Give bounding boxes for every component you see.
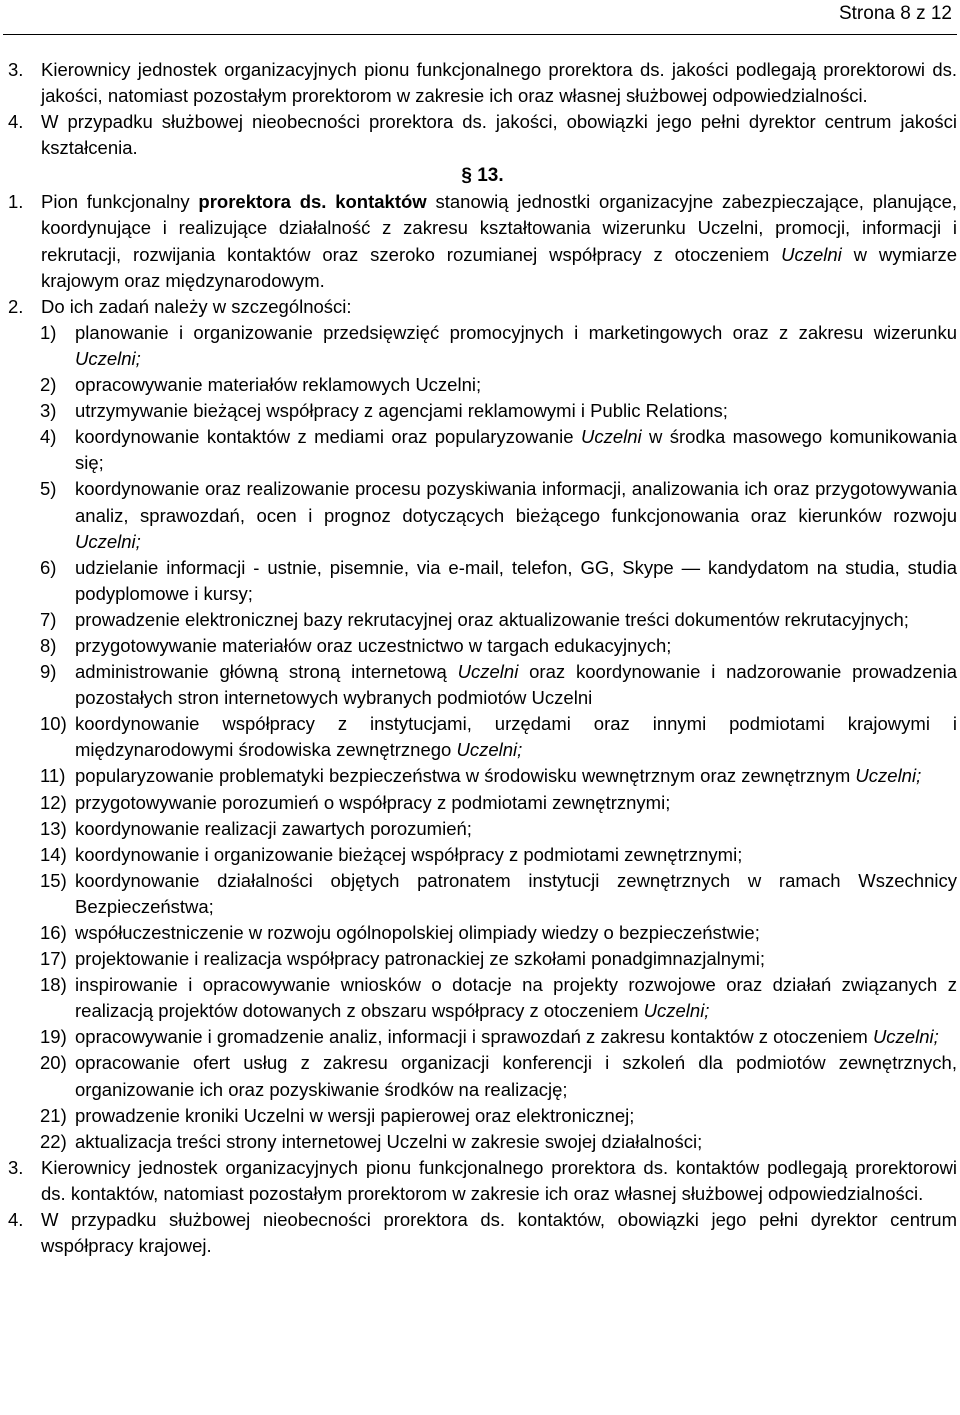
task-text: popularyzowanie problematyki bezpieczeństwa w środowisku wewnętrznym oraz zewnętrznym	[75, 765, 851, 787]
task-text: aktualizacja treści strony internetowej Uczelni w zakresie swojej działalności;	[75, 1130, 703, 1152]
task-text: współuczestniczenie w rozwoju ogólnopolskiej olimpiady wiedzy o bezpieczeństwie;	[75, 922, 760, 943]
task-text: koordynowanie kontaktów z mediami oraz popularyzowanie	[75, 426, 574, 448]
intro-item	[8, 109, 957, 161]
task-text: koordynowanie współpracy z instytucjami, urzędami oraz innymi podmiotami krajowymi i międzynarodowymi środowiska zewnętrznego	[75, 713, 957, 761]
task-number: 12)	[40, 791, 67, 813]
task-item	[8, 476, 957, 554]
task-number: 20)	[40, 1052, 67, 1074]
task-number: 5)	[40, 478, 57, 500]
task-italic-term: Uczelni;	[75, 530, 141, 552]
task-text: projektowanie i realizacja współpracy patronackiej ze szkołami ponadgimnazjalnymi;	[75, 948, 765, 970]
task-number: 4)	[40, 426, 57, 448]
item-text: W przypadku służbowej nieobecności prorektora ds. kontaktów, obowiązki jego pełni dyrektor centrum współpracy krajowej.	[41, 1209, 957, 1257]
task-number: 11)	[40, 765, 66, 787]
task-text-end: w środka masowego komunikowania się;	[75, 426, 957, 474]
task-text: prowadzenie kroniki Uczelni w wersji papierowej oraz elektronicznej;	[75, 1104, 635, 1126]
paragraph-1	[8, 189, 957, 293]
task-text: prowadzenie elektronicznej bazy rekrutacyjnej oraz aktualizowanie treści dokumentów rekrutacyjnych;	[75, 608, 909, 630]
task-item	[8, 320, 957, 372]
task-italic-term: Uczelni;	[855, 765, 922, 787]
task-item	[8, 659, 957, 711]
task-number: 18)	[40, 974, 67, 996]
task-text: koordynowanie i organizowanie bieżącej współpracy z podmiotami zewnętrznymi;	[75, 843, 743, 865]
task-item	[8, 633, 957, 659]
item-text: Kierownicy jednostek organizacyjnych pionu funkcjonalnego prorektora ds. jakości podlegają prorektorowi ds. jakości, natomiast pozostałym prorektorom w zakresie ich oraz własnej służbowej odpowiedzialności.	[41, 59, 957, 107]
paragraph-text: stanowią jednostki organizacyjne zabezpieczające, planujące, koordynujące i realizujące działalność z zakresu kształtowania wizerunku Uczelni, promocji, informacji i rekrutacji, rozwijania kontaktów oraz szeroko rozumianej współpracy z otoczeniem	[41, 191, 958, 265]
item-number: 4.	[8, 111, 24, 133]
task-item	[8, 711, 957, 763]
item-text: W przypadku służbowej nieobecności prorektora ds. jakości, obowiązki jego pełni dyrektor centrum jakości kształcenia.	[41, 111, 957, 159]
task-item	[8, 816, 957, 842]
item-number: 4.	[8, 1209, 24, 1231]
task-number: 19)	[40, 1026, 67, 1048]
task-text: koordynowanie realizacji zawartych porozumień;	[75, 817, 472, 839]
task-text: planowanie i organizowanie przedsięwzięć promocyjnych i marketingowych oraz z zakresu wizerunku	[75, 321, 957, 343]
task-number: 6)	[40, 556, 57, 578]
task-item	[8, 868, 957, 920]
task-item	[8, 555, 957, 607]
task-item	[8, 424, 957, 476]
task-number: 3)	[40, 400, 57, 422]
paragraph-lead: Pion funkcjonalny	[41, 191, 190, 213]
paragraph-number: 1.	[8, 191, 24, 213]
task-text: administrowanie główną stroną internetową	[75, 661, 447, 683]
task-item	[8, 1129, 957, 1155]
task-number: 14)	[40, 843, 67, 865]
item-number: 3.	[8, 1156, 24, 1178]
task-item	[8, 790, 957, 816]
task-item	[8, 607, 957, 633]
task-text: utrzymywanie bieżącej współpracy z agencjami reklamowymi i Public Relations;	[75, 400, 728, 422]
task-number: 15)	[40, 869, 67, 891]
task-list	[8, 320, 957, 1155]
section-heading: § 13.	[461, 165, 504, 187]
paragraph-2	[8, 294, 957, 320]
paragraph-text-end: w wymiarze krajowym oraz międzynarodowym.	[41, 243, 957, 291]
closing-item	[8, 1155, 957, 1207]
task-item	[8, 972, 957, 1024]
task-number: 7)	[40, 608, 57, 630]
item-number: 3.	[8, 59, 24, 80]
task-text: koordynowanie działalności objętych patronatem instytucji zewnętrznych w ramach Wszechnicy Bezpieczeństwa;	[75, 869, 957, 917]
task-number: 9)	[40, 661, 57, 683]
closing-item	[8, 1207, 957, 1259]
task-text: udzielanie informacji - ustnie, pisemnie, via e-mail, telefon, GG, Skype — kandydatom na studia, studia podyplomowe i kursy;	[75, 556, 957, 604]
paragraph-number: 2.	[8, 295, 24, 317]
task-number: 8)	[40, 634, 57, 656]
task-number: 13)	[40, 817, 67, 839]
task-text: opracowanie ofert usług z zakresu organizacji konferencji i szkoleń dla podmiotów zewnętrznych, organizowanie ich oraz pozyskiwanie środków na realizację;	[75, 1052, 957, 1100]
document-body	[8, 57, 957, 1259]
task-text: inspirowanie i opracowywanie wniosków o dotacje na projekty rozwojowe oraz działań związanych z realizacją projektów dotowanych z obszaru współpracy z otoczeniem	[75, 974, 957, 1022]
task-item	[8, 1024, 957, 1050]
task-italic-term: Uczelni;	[75, 347, 141, 369]
task-item	[8, 946, 957, 972]
task-number: 16)	[40, 922, 67, 943]
task-italic-term: Uczelni;	[872, 1026, 939, 1048]
paragraph-italic-term: Uczelni	[781, 243, 842, 265]
task-item	[8, 1103, 957, 1129]
task-text: opracowywanie materiałów reklamowych Uczelni;	[75, 374, 482, 396]
task-item	[8, 1050, 957, 1102]
task-text: opracowywanie i gromadzenie analiz, informacji i sprawozdań z zakresu kontaktów z otoczeniem	[75, 1026, 868, 1048]
task-number: 1)	[40, 321, 57, 343]
task-text: przygotowywanie materiałów oraz uczestnictwo w targach edukacyjnych;	[75, 634, 672, 656]
task-italic-term: Uczelni;	[456, 739, 523, 761]
task-item	[8, 763, 957, 789]
paragraph-bold-term: prorektora ds. kontaktów	[198, 191, 427, 213]
task-text: przygotowywanie porozumień o współpracy z podmiotami zewnętrznymi;	[75, 791, 671, 813]
page-number: Strona 8 z 12	[838, 3, 952, 24]
task-italic-term: Uczelni	[457, 661, 519, 683]
task-item	[8, 842, 957, 868]
task-number: 10)	[40, 713, 67, 735]
task-number: 22)	[40, 1130, 67, 1152]
item-text: Kierownicy jednostek organizacyjnych pionu funkcjonalnego prorektora ds. kontaktów podlegają prorektorowi ds. kontaktów, natomiast pozostałym prorektorom w zakresie ich oraz własnej służbowej odpowiedzialności.	[41, 1156, 957, 1204]
paragraph-lead: Do ich zadań należy w szczególności:	[41, 295, 352, 317]
task-italic-term: Uczelni	[580, 426, 642, 448]
task-number: 21)	[40, 1104, 67, 1126]
task-number: 17)	[40, 948, 67, 970]
task-italic-term: Uczelni;	[643, 1000, 710, 1022]
task-number: 2)	[40, 374, 57, 396]
task-text-end: oraz koordynowanie i nadzorowanie prowadzenia pozostałych stron internetowych wybranych podmiotów Uczelni	[75, 661, 958, 709]
intro-item	[8, 57, 957, 109]
header-divider	[3, 34, 957, 35]
task-text: koordynowanie oraz realizowanie procesu pozyskiwania informacji, analizowania ich oraz przygotowywania analiz, sprawozdań, ocen i prognoz dotyczących bieżącego funkcjonowania oraz kierunków rozwoju	[75, 478, 957, 526]
task-item	[8, 372, 957, 398]
task-item	[8, 398, 957, 424]
task-item	[8, 920, 957, 946]
